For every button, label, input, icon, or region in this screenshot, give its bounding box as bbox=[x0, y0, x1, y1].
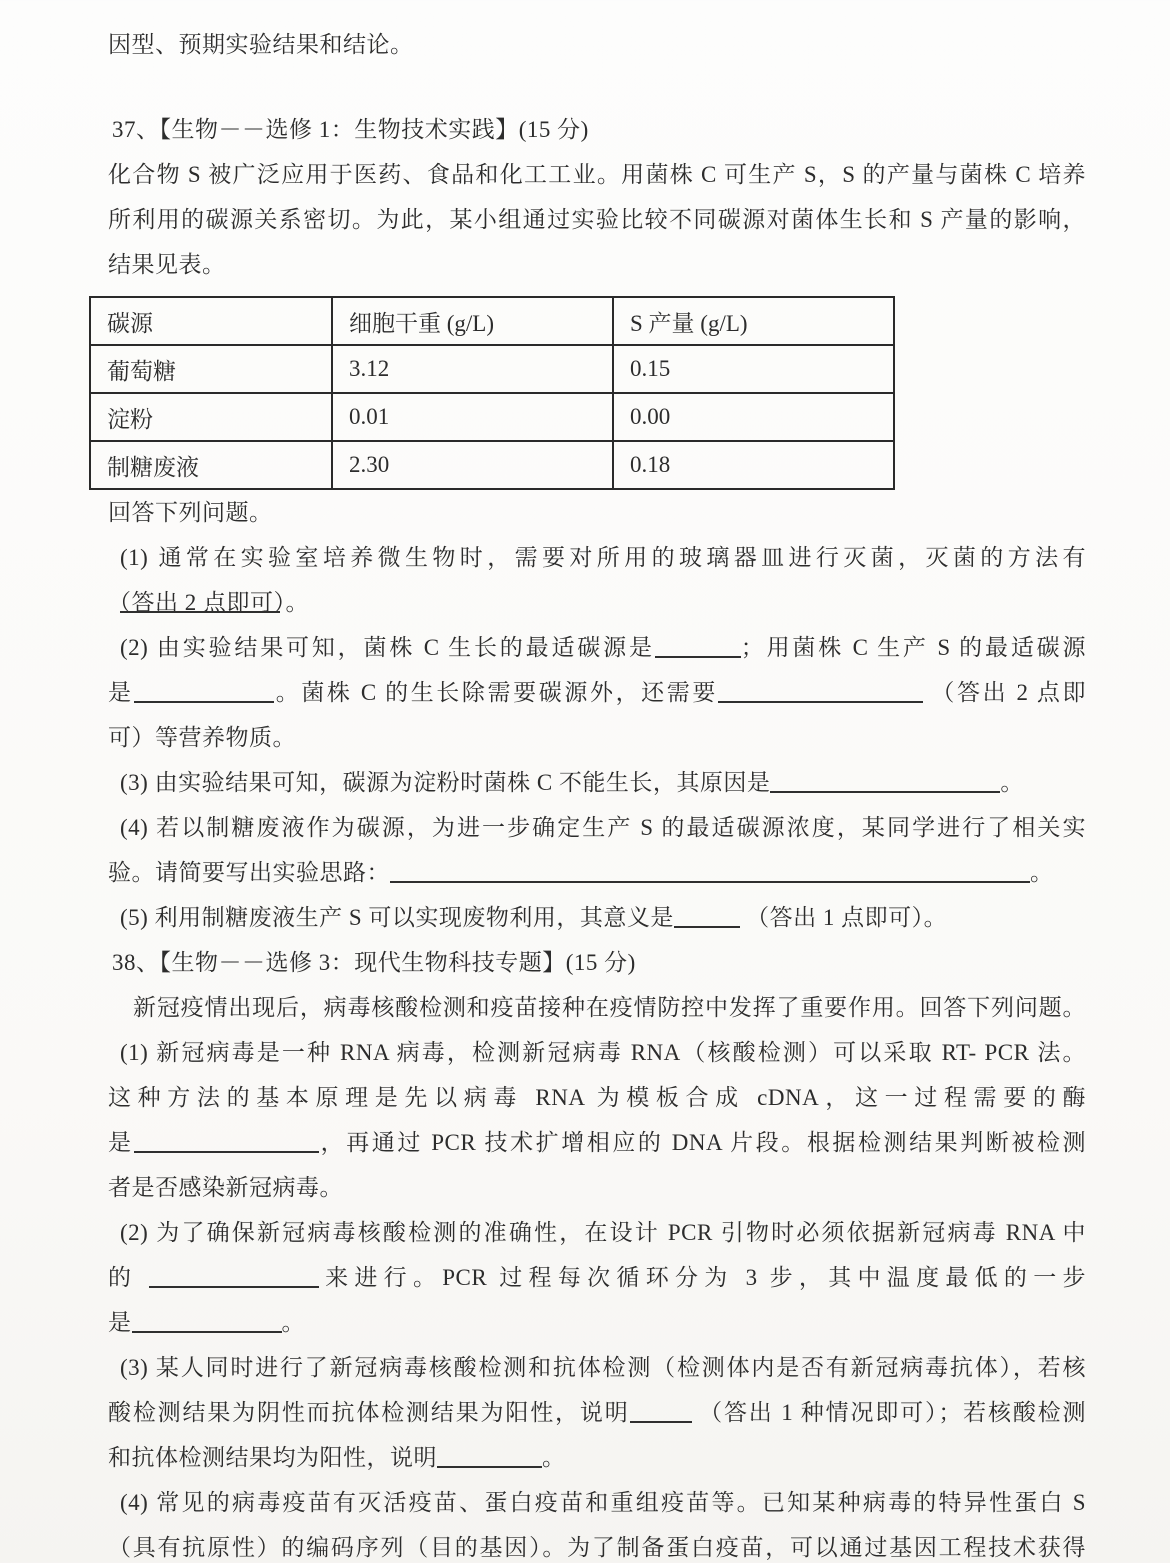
text-run: 回答下列问题。 bbox=[108, 500, 273, 525]
answer-blank bbox=[132, 1329, 282, 1333]
q38-sub4 bbox=[108, 1480, 1086, 1525]
text-run: 是 bbox=[108, 680, 134, 705]
q37-sub4-cont bbox=[108, 850, 1170, 895]
answer-blank bbox=[674, 924, 740, 928]
table-header-cell: S 产量 (g/L) bbox=[613, 297, 894, 345]
text-run: (3) 由实验结果可知，碳源为淀粉时菌株 C 不能生长，其原因是 bbox=[120, 770, 771, 795]
text-run: 和抗体检测结果均为阳性，说明 bbox=[108, 1445, 437, 1470]
q38-sub3-cont-2 bbox=[108, 1435, 1170, 1480]
text-run: 。菌株 C 的生长除需要碳源外，还需要 bbox=[273, 680, 718, 705]
text-run: (1) 通常在实验室培养微生物时，需要对所用的玻璃器皿进行灭菌，灭菌的方法有 bbox=[120, 545, 1086, 570]
text-run: (2) 为了确保新冠病毒核酸检测的准确性，在设计 PCR 引物时必须依据新冠病毒 RNA 中 bbox=[120, 1220, 1086, 1245]
answer-blank bbox=[437, 1464, 542, 1468]
q37-intro-line-2 bbox=[108, 197, 1086, 242]
q37-intro-line-1 bbox=[108, 152, 1086, 197]
answer-blank bbox=[390, 879, 1030, 883]
answer-blank bbox=[718, 699, 923, 703]
text-run: 这种方法的基本原理是先以病毒 RNA 为模板合成 cDNA，这一过程需要的酶 bbox=[108, 1085, 1086, 1110]
text-run: 结果见表。 bbox=[108, 252, 226, 277]
answer-blank bbox=[655, 654, 741, 658]
answer-prompt bbox=[108, 490, 1170, 535]
text-run: 来进行。PCR 过程每次循环分为 3 步，其中温度最低的一步 bbox=[319, 1265, 1086, 1290]
q38-intro bbox=[108, 985, 1086, 1030]
answer-blank bbox=[149, 1284, 319, 1288]
results-table bbox=[89, 296, 895, 490]
text-run: (1) 新冠病毒是一种 RNA 病毒，检测新冠病毒 RNA（核酸检测）可以采取 RT- PCR 法。 bbox=[120, 1040, 1086, 1065]
q37-sub2-cont-2 bbox=[108, 715, 1170, 760]
q37-sub1-cont bbox=[108, 580, 1170, 625]
q38-sub3 bbox=[108, 1345, 1086, 1390]
text-run: 。 bbox=[542, 1445, 566, 1470]
question-37-heading bbox=[108, 107, 1170, 152]
text-run: 是 bbox=[108, 1310, 132, 1335]
text-run: 者是否感染新冠病毒。 bbox=[108, 1175, 343, 1200]
table-cell: 2.30 bbox=[332, 441, 613, 489]
q38-sub1-cont-3 bbox=[108, 1165, 1170, 1210]
table-row bbox=[90, 345, 894, 393]
text-run: ；用菌株 C 生产 S 的最适碳源 bbox=[740, 635, 1086, 660]
q37-sub5 bbox=[108, 895, 1170, 940]
table-header-row bbox=[90, 297, 894, 345]
text-run: 可）等营养物质。 bbox=[108, 725, 296, 750]
q38-sub2-cont-1 bbox=[108, 1255, 1086, 1300]
text-run: 新冠疫情出现后，病毒核酸检测和疫苗接种在疫情防控中发挥了重要作用。回答下列问题。 bbox=[133, 995, 1086, 1020]
text-run: 酸检测结果为阴性而抗体检测结果为阳性，说明 bbox=[108, 1400, 630, 1425]
table-cell: 3.12 bbox=[332, 345, 613, 393]
table-cell: 0.00 bbox=[613, 393, 894, 441]
text-run: (5) 利用制糖废液生产 S 可以实现废物利用，其意义是 bbox=[120, 905, 674, 930]
text-run: （答出 1 种情况即可）；若核酸检测 bbox=[691, 1400, 1087, 1425]
table-cell: 0.15 bbox=[613, 345, 894, 393]
q37-sub1 bbox=[108, 535, 1086, 580]
text-run: 37、【生物－－选修 1：生物技术实践】(15 分) bbox=[112, 117, 589, 142]
text-run: 的 bbox=[108, 1265, 150, 1290]
answer-blank bbox=[134, 1149, 319, 1153]
text-run: ，再通过 PCR 技术扩增相应的 DNA 片段。根据检测结果判断被检测 bbox=[318, 1130, 1086, 1155]
text-run: 。 bbox=[281, 1310, 305, 1335]
table-cell: 淀粉 bbox=[90, 393, 332, 441]
answer-blank bbox=[134, 699, 274, 703]
table-cell: 0.01 bbox=[332, 393, 613, 441]
q38-sub4-cont bbox=[108, 1525, 1086, 1563]
table-cell: 0.18 bbox=[613, 441, 894, 489]
text-run: 是 bbox=[108, 1130, 134, 1155]
text-run: 。 bbox=[1000, 770, 1024, 795]
table-row bbox=[90, 393, 894, 441]
q37-intro-line-3 bbox=[108, 242, 1170, 287]
text-run: （答出 2 点即 bbox=[923, 680, 1087, 705]
question-38-heading bbox=[108, 940, 1170, 985]
table-row bbox=[90, 441, 894, 489]
q37-sub3 bbox=[108, 760, 1170, 805]
q37-sub4 bbox=[108, 805, 1086, 850]
text-run: 验。请简要写出实验思路： bbox=[108, 860, 390, 885]
q38-sub2-cont-2 bbox=[108, 1300, 1170, 1345]
text-run: 所利用的碳源关系密切。为此，某小组通过实验比较不同碳源对菌体生长和 S 产量的影响， bbox=[108, 207, 1086, 232]
text-run: 38、【生物－－选修 3：现代生物科技专题】(15 分) bbox=[112, 950, 636, 975]
continuation-line bbox=[108, 22, 1170, 67]
q37-sub2 bbox=[108, 625, 1086, 670]
table-cell: 制糖废液 bbox=[90, 441, 332, 489]
text-run: 。 bbox=[1030, 860, 1054, 885]
answer-blank bbox=[770, 789, 1000, 793]
text-run: (2) 由实验结果可知，菌株 C 生长的最适碳源是 bbox=[120, 635, 655, 660]
answer-blank bbox=[120, 609, 280, 613]
q38-sub1-cont-1 bbox=[108, 1075, 1086, 1120]
text-run: (4) 若以制糖废液作为碳源，为进一步确定生产 S 的最适碳源浓度，某同学进行了相关实 bbox=[120, 815, 1086, 840]
q38-sub1-cont-2 bbox=[108, 1120, 1086, 1165]
text-run: （答出 1 点即可）。 bbox=[739, 905, 948, 930]
text-run: 化合物 S 被广泛应用于医药、食品和化工工业。用菌株 C 可生产 S，S 的产量与菌株 C 培养 bbox=[108, 162, 1086, 187]
answer-blank bbox=[630, 1419, 692, 1423]
table-cell: 葡萄糖 bbox=[90, 345, 332, 393]
text-run: (4) 常见的病毒疫苗有灭活疫苗、蛋白疫苗和重组疫苗等。已知某种病毒的特异性蛋白 S bbox=[120, 1490, 1086, 1515]
q38-sub2 bbox=[108, 1210, 1086, 1255]
q38-sub1 bbox=[108, 1030, 1086, 1075]
q37-sub2-cont-1 bbox=[108, 670, 1086, 715]
text-run: (3) 某人同时进行了新冠病毒核酸检测和抗体检测（检测体内是否有新冠病毒抗体），若核 bbox=[120, 1355, 1086, 1380]
table-header-cell: 碳源 bbox=[90, 297, 332, 345]
q38-sub3-cont-1 bbox=[108, 1390, 1086, 1435]
text-run: （具有抗原性）的编码序列（目的基因）。为了制备蛋白疫苗，可以通过基因工程技术获得 bbox=[108, 1535, 1086, 1560]
text-run: （答出 2 点即可）。 bbox=[108, 590, 309, 615]
text-run: 因型、预期实验结果和结论。 bbox=[108, 32, 414, 57]
table-header-cell: 细胞干重 (g/L) bbox=[332, 297, 613, 345]
